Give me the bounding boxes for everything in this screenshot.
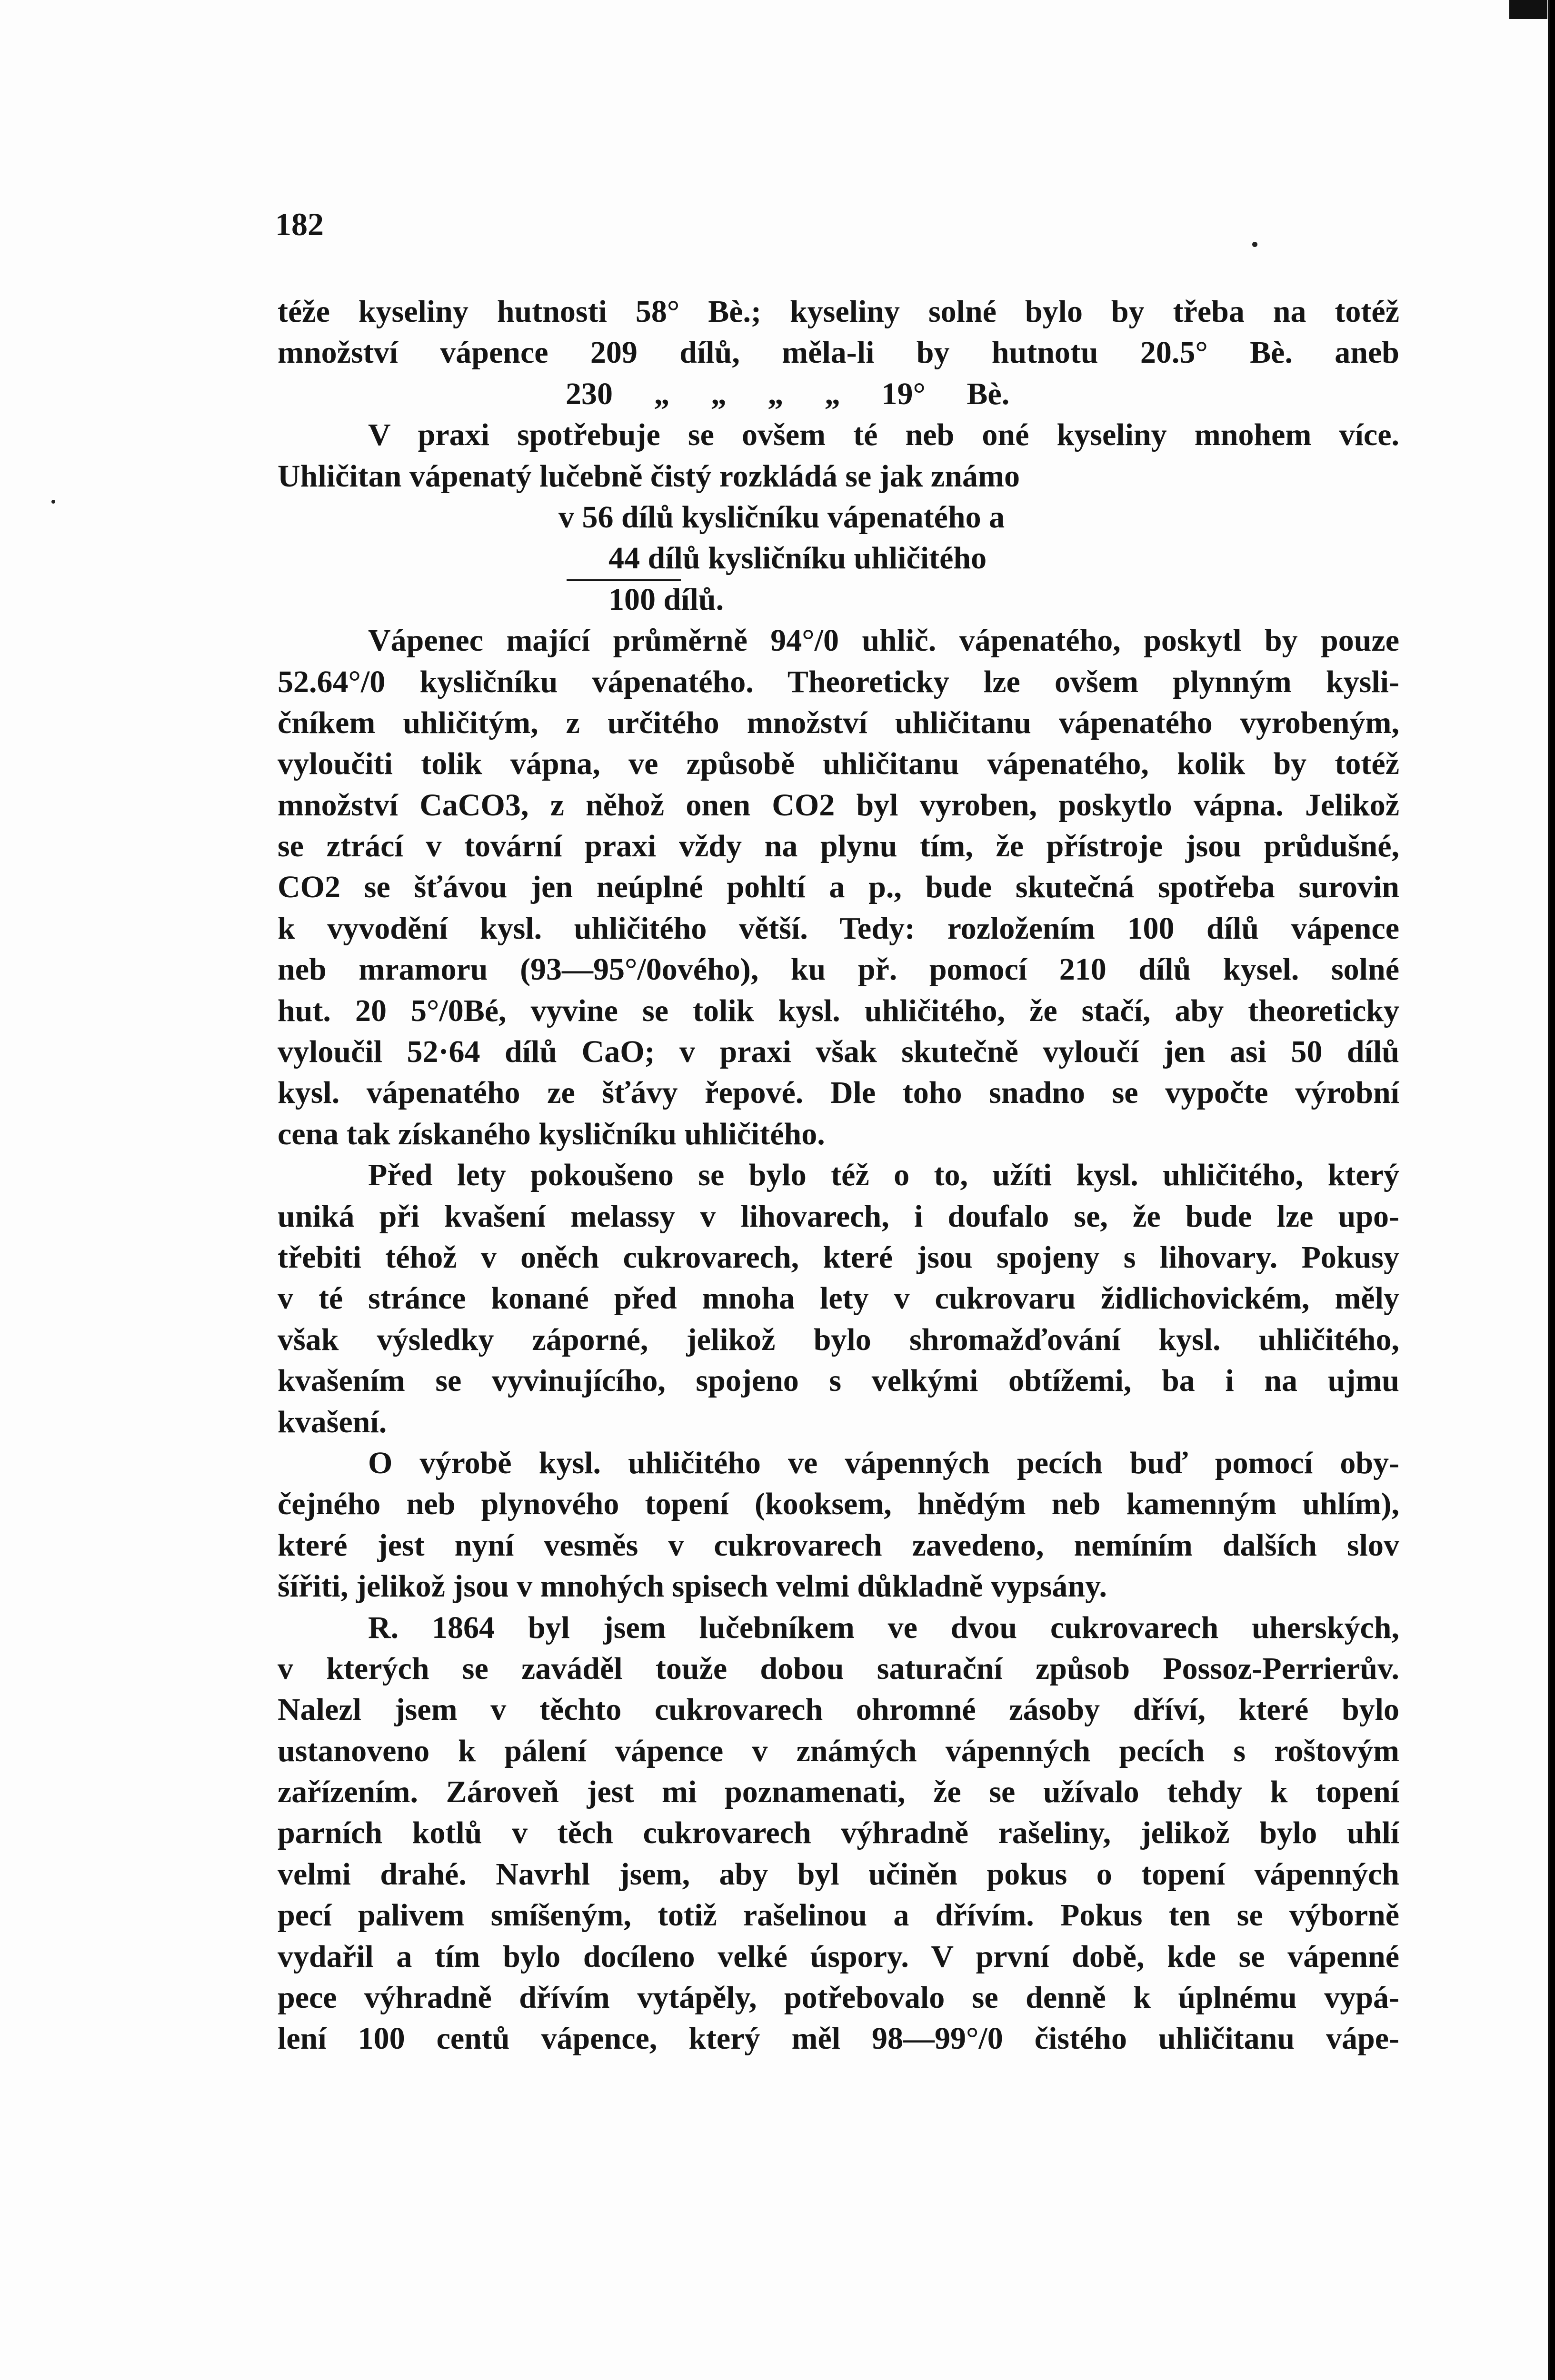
text-line: uniká při kvašení melassy v lihovarech, i doufalo se, že bude lze upo-	[278, 1199, 1399, 1234]
text-line: kvašením se vyvinujícího, spojeno s velkými obtížemi, ba i na ujmu	[278, 1363, 1399, 1398]
text-line: vyloučiti tolik vápna, ve způsobě uhličitanu vápenatého, kolik by totéž	[278, 746, 1399, 782]
text-line: 44 dílů kysličníku uhličitého	[608, 541, 987, 576]
text-line: v 56 dílů kysličníku vápenatého a	[558, 499, 1005, 535]
text-line: 100 dílů.	[608, 582, 724, 617]
text-line: šířiti, jelikož jsou v mnohých spisech velmi důkladně vypsány.	[278, 1569, 1107, 1604]
text-line: 52.64°/0 kysličníku vápenatého. Theoreticky lze ovšem plynným kysli-	[278, 664, 1399, 699]
stray-dot	[1252, 242, 1257, 247]
text-line: neb mramoru (93—95°/0ového), ku př. pomocí 210 dílů kysel. solné	[278, 952, 1399, 987]
text-line: Uhličitan vápenatý lučebně čistý rozkládá se jak známo	[278, 458, 1020, 494]
text-line: v té stránce konané před mnoha lety v cukrovaru židlichovickém, měly	[278, 1281, 1399, 1316]
body-text	[278, 291, 1399, 2060]
text-line: které jest nyní vesměs v cukrovarech zavedeno, nemíním dalších slov	[278, 1527, 1399, 1563]
text-line: CO2 se šťávou jen neúplné pohltí a p., bude skutečná spotřeba surovin	[278, 870, 1399, 905]
text-line: ustanoveno k pálení vápence v známých vápenných pecích s roštovým	[278, 1733, 1399, 1768]
stray-dot	[51, 500, 55, 504]
text-line: Vápenec mající průměrně 94°/0 uhlič. vápenatého, poskytl by pouze	[368, 623, 1399, 658]
text-line: množství vápence 209 dílů, měla-li by hutnotu 20.5° Bè. aneb	[278, 335, 1399, 370]
text-line: téže kyseliny hutnosti 58° Bè.; kyseliny solné bylo by třeba na totéž	[278, 294, 1399, 329]
text-line: Před lety pokoušeno se bylo též o to, užíti kysl. uhličitého, který	[368, 1158, 1399, 1193]
text-line: čníkem uhličitým, z určitého množství uhličitanu vápenatého vyrobeným,	[278, 705, 1399, 740]
text-line: R. 1864 byl jsem lučebníkem ve dvou cukrovarech uherských,	[368, 1610, 1399, 1645]
text-line: v kterých se zaváděl touže dobou saturační způsob Possoz-Perrierův.	[278, 1651, 1399, 1686]
text-line: množství CaCO3, z něhož onen CO2 byl vyroben, poskytlo vápna. Jelikož	[278, 787, 1399, 823]
text-line: O výrobě kysl. uhličitého ve vápenných pecích buď pomocí oby-	[368, 1445, 1399, 1480]
text-line: cena tak získaného kysličníku uhličitého.	[278, 1116, 825, 1151]
text-line: zařízením. Zároveň jest mi poznamenati, že se užívalo tehdy k topení	[278, 1775, 1399, 1810]
text-line: parních kotlů v těch cukrovarech výhradně rašeliny, jelikož bylo uhlí	[278, 1815, 1399, 1851]
text-line: hut. 20 5°/0Bé, vyvine se tolik kysl. uhličitého, že stačí, aby theoreticky	[278, 993, 1399, 1028]
sum-rule	[567, 579, 681, 581]
sum-line	[278, 579, 1399, 620]
text-line: vydařil a tím bylo docíleno velké úspory. V první době, kde se vápenné	[278, 1939, 1399, 1974]
text-line: 230 „ „ „ „ 19° Bè.	[566, 376, 1010, 411]
text-line: pecí palivem smíšeným, totiž rašelinou a dřívím. Pokus ten se výborně	[278, 1898, 1399, 1933]
text-line: čejného neb plynového topení (kooksem, hnědým neb kamenným uhlím),	[278, 1487, 1399, 1522]
text-line: vyloučil 52·64 dílů CaO; v praxi však skutečně vyloučí jen asi 50 dílů	[278, 1034, 1399, 1070]
text-line: V praxi spotřebuje se ovšem té neb oné kyseliny mnohem více.	[368, 417, 1399, 453]
scan-corner-mark	[1509, 0, 1547, 19]
text-line: však výsledky záporné, jelikož bylo shromažďování kysl. uhličitého,	[278, 1322, 1399, 1357]
text-line: velmi drahé. Navrhl jsem, aby byl učiněn pokus o topení vápenných	[278, 1856, 1399, 1892]
page-number: 182	[275, 206, 324, 242]
text-line: se ztrácí v tovární praxi vždy na plynu tím, že přístroje jsou průdušné,	[278, 829, 1399, 864]
text-line: lení 100 centů vápence, který měl 98—99°/0 čistého uhličitanu vápe-	[278, 2021, 1399, 2056]
text-line: pece výhradně dřívím vytápěly, potřebovalo se denně k úplnému vypá-	[278, 1980, 1399, 2015]
text-line: kvašení.	[278, 1404, 387, 1439]
text-line: kysl. vápenatého ze šťávy řepové. Dle toho snadno se vypočte výrobní	[278, 1075, 1399, 1111]
text-line: Nalezl jsem v těchto cukrovarech ohromné zásoby dříví, které bylo	[278, 1692, 1399, 1727]
text-line: třebiti téhož v oněch cukrovarech, které jsou spojeny s lihovary. Pokusy	[278, 1240, 1399, 1275]
text-line: k vyvodění kysl. uhličitého větší. Tedy: rozložením 100 dílů vápence	[278, 911, 1399, 946]
